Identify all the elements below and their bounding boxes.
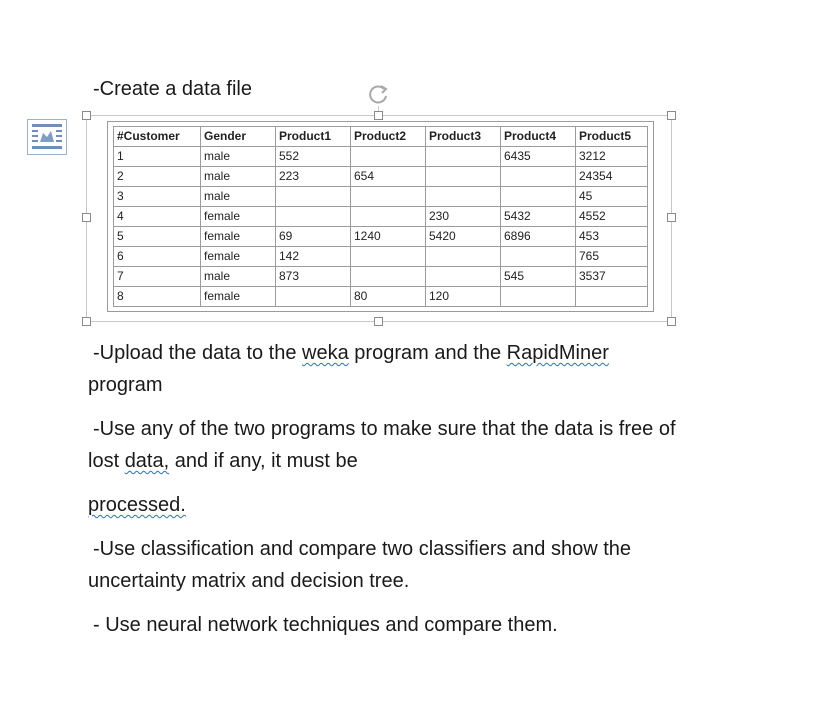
table-row <box>114 187 648 207</box>
header-gender: Gender <box>201 127 276 147</box>
resize-handle-bottom-right[interactable] <box>667 317 676 326</box>
customer-data-table <box>113 126 648 307</box>
resize-handle-bottom-left[interactable] <box>82 317 91 326</box>
table-cell: 6896 <box>501 227 576 247</box>
table-cell: female <box>201 287 276 307</box>
header-product3: Product3 <box>426 127 501 147</box>
table-cell: 453 <box>576 227 648 247</box>
weka-word: weka <box>302 342 349 364</box>
table-cell: 223 <box>276 167 351 187</box>
table-cell: 873 <box>276 267 351 287</box>
layout-options-icon[interactable] <box>27 119 67 155</box>
upload-text-mid: program and the <box>348 342 507 364</box>
heading-create-data-file: -Create a data file <box>93 78 252 100</box>
table-cell: 8 <box>114 287 201 307</box>
table-cell <box>501 167 576 187</box>
header-product5: Product5 <box>576 127 648 147</box>
table-row <box>114 267 648 287</box>
rotate-handle-icon[interactable] <box>366 81 392 107</box>
table-cell <box>276 207 351 227</box>
header-customer: #Customer <box>114 127 201 147</box>
processed-paragraph <box>88 489 186 521</box>
table-cell: 654 <box>351 167 426 187</box>
table-cell <box>576 287 648 307</box>
table-cell: 69 <box>276 227 351 247</box>
upload-text-pre: -Upload the data to the <box>93 342 303 364</box>
table-cell: 1 <box>114 147 201 167</box>
table-cell <box>426 187 501 207</box>
table-row <box>114 287 648 307</box>
header-product2: Product2 <box>351 127 426 147</box>
table-cell <box>426 267 501 287</box>
resize-handle-top-left[interactable] <box>82 111 91 120</box>
use-any-text-pre: lost <box>88 450 125 472</box>
layout-options-glyph <box>28 120 66 154</box>
resize-handle-top-right[interactable] <box>667 111 676 120</box>
table-cell: 5 <box>114 227 201 247</box>
table-cell: 2 <box>114 167 201 187</box>
table-row <box>114 207 648 227</box>
table-cell: male <box>201 187 276 207</box>
table-cell: 3 <box>114 187 201 207</box>
table-cell: 5432 <box>501 207 576 227</box>
upload-paragraph-line1 <box>93 337 609 369</box>
rapidminer-word: RapidMiner <box>506 342 609 364</box>
table-cell: 3537 <box>576 267 648 287</box>
header-product1: Product1 <box>276 127 351 147</box>
table-cell <box>501 287 576 307</box>
table-cell <box>351 267 426 287</box>
resize-handle-middle-right[interactable] <box>667 213 676 222</box>
resize-handle-bottom-center[interactable] <box>374 317 383 326</box>
table-row <box>114 247 648 267</box>
resize-handle-middle-left[interactable] <box>82 213 91 222</box>
table-cell <box>351 207 426 227</box>
table-cell <box>501 247 576 267</box>
upload-paragraph-line2: program <box>88 374 163 396</box>
header-product4: Product4 <box>501 127 576 147</box>
table-cell: 765 <box>576 247 648 267</box>
table-cell: 24354 <box>576 167 648 187</box>
data-word: data, <box>124 450 170 472</box>
table-row <box>114 227 648 247</box>
neural-network-paragraph: - Use neural network techniques and compare them. <box>93 614 558 636</box>
table-cell <box>351 247 426 267</box>
table-cell: female <box>201 247 276 267</box>
resize-handle-top-center[interactable] <box>374 111 383 120</box>
table-cell <box>426 147 501 167</box>
table-cell <box>501 187 576 207</box>
table-cell <box>351 187 426 207</box>
table-cell: female <box>201 207 276 227</box>
processed-word: processed. <box>88 494 186 516</box>
table-cell: 5420 <box>426 227 501 247</box>
table-cell: 4552 <box>576 207 648 227</box>
table-cell <box>426 167 501 187</box>
table-cell: male <box>201 267 276 287</box>
use-any-paragraph-line1: -Use any of the two programs to make sure that the data is free of <box>93 418 676 440</box>
table-cell: 3212 <box>576 147 648 167</box>
table-row <box>114 147 648 167</box>
table-header-row <box>114 127 648 147</box>
table-cell <box>276 287 351 307</box>
table-cell: 230 <box>426 207 501 227</box>
table-cell <box>426 247 501 267</box>
table-cell <box>276 187 351 207</box>
table-cell <box>351 147 426 167</box>
table-cell: 545 <box>501 267 576 287</box>
table-cell: 7 <box>114 267 201 287</box>
table-row <box>114 167 648 187</box>
table-cell: 4 <box>114 207 201 227</box>
classification-paragraph-line2: uncertainty matrix and decision tree. <box>88 570 410 592</box>
table-cell: male <box>201 167 276 187</box>
table-cell: 6435 <box>501 147 576 167</box>
table-cell: male <box>201 147 276 167</box>
table-cell: female <box>201 227 276 247</box>
classification-paragraph-line1: -Use classification and compare two classifiers and show the <box>93 538 632 560</box>
table-cell: 1240 <box>351 227 426 247</box>
table-cell: 6 <box>114 247 201 267</box>
table-cell: 45 <box>576 187 648 207</box>
use-any-text-post: and if any, it must be <box>169 450 358 472</box>
table-cell: 80 <box>351 287 426 307</box>
table-cell: 552 <box>276 147 351 167</box>
table-cell: 120 <box>426 287 501 307</box>
use-any-paragraph-line2 <box>88 445 358 477</box>
table-cell: 142 <box>276 247 351 267</box>
